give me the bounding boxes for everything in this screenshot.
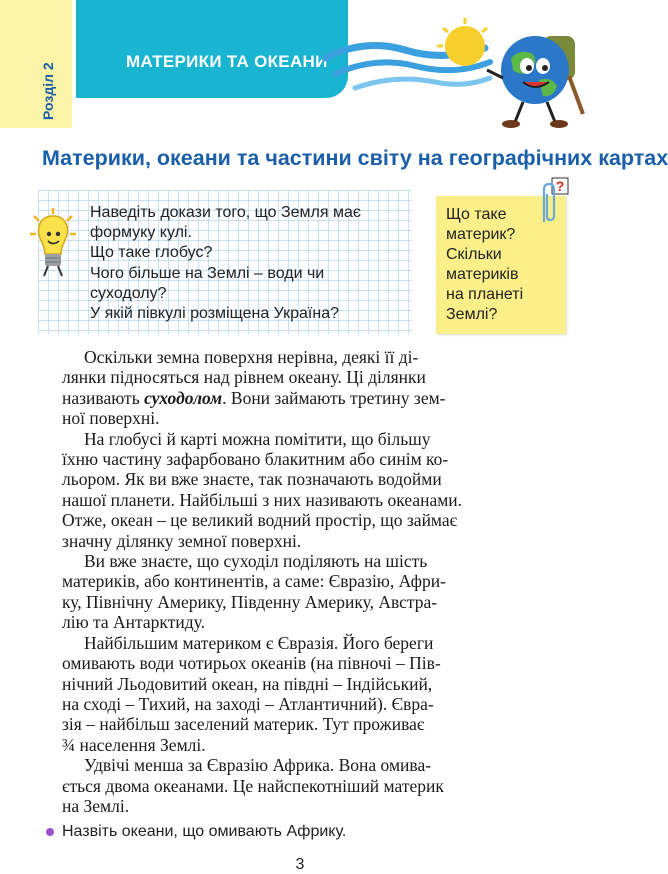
svg-text:?: ? (555, 178, 565, 194)
key-term: суходолом (144, 387, 223, 408)
section-label: Розділ 2 (40, 62, 56, 120)
sticky-line: Землі? (446, 306, 498, 323)
paperclip-question-icon (532, 178, 572, 224)
assignment-bullet (46, 823, 346, 841)
text-line: Удвічі менша за Євразію Африка. Вона омива- (84, 755, 432, 776)
text-line: нічний Льодовитий океан, на півдні – Індійський, (62, 673, 433, 694)
question-line: Чого більше на Землі – води чи (90, 264, 325, 282)
lightbulb-icon (30, 208, 76, 278)
text-line: Найбільшим материком є Євразія. Його береги (84, 632, 434, 653)
text-line: нашої планети. Найбільші з них називають океанами. (62, 489, 463, 510)
sticky-line: материк? (446, 226, 516, 243)
text-line: ¾ населення Землі. (62, 734, 206, 755)
section-tab (0, 0, 72, 128)
text-line: на Землі. (62, 795, 130, 816)
text-line: льором. Як ви вже знаєте, так позначають водойми (62, 469, 442, 490)
text-fragment: . Вони займають третину зем- (222, 387, 446, 408)
bullet-dot-icon (46, 828, 54, 836)
sticky-line: на планеті (446, 286, 524, 303)
lesson-heading: Материки, океани та частини світу на географічних картах (42, 146, 668, 170)
sticky-line: материків (446, 266, 519, 283)
body-text (62, 347, 572, 816)
text-line: лянки підносяться над рівнем океану. Ці ділянки (62, 367, 426, 388)
text-fragment: називають (62, 387, 145, 408)
text-line: на сході – Тихий, на заході – Атлантичний). Євра- (62, 693, 434, 714)
question-line: Наведіть докази того, що Земля має (90, 204, 362, 221)
text-line: зія – найбільш заселений материк. Тут проживає (62, 714, 425, 735)
text-line: На глобусі й карті можна помітити, що більшу (84, 428, 431, 449)
question-line: Що таке глобус? (90, 244, 213, 262)
text-line: омивають води чотирьох океанів (на півночі – Пів- (62, 653, 441, 674)
chapter-header-bar (76, 0, 348, 98)
sticky-line: Що таке (446, 206, 507, 223)
text-line (62, 388, 572, 408)
questions-list (90, 203, 415, 324)
text-line: Ви вже знаєте, що суходіл поділяють на шість (84, 551, 428, 572)
text-line: ку, Північну Америку, Південну Америку, Австра- (62, 591, 438, 612)
text-line: лію та Антарктиду. (62, 612, 205, 633)
sticky-line: Скільки (446, 246, 502, 263)
text-line: Отже, океан – це великий водний простір, що займає (62, 510, 458, 531)
question-line: суходолу? (90, 284, 167, 302)
text-line: ної поверхні. (62, 408, 160, 429)
globe-mascot-icon (325, 18, 600, 128)
text-line: материків, або континентів, а саме: Євразію, Афри- (62, 571, 446, 592)
text-line: Оскільки земна поверхня нерівна, деякі її ді- (84, 347, 419, 367)
text-line: значну ділянку земної поверхні. (62, 530, 302, 551)
text-line: їхню частину зафарбовано блакитним або синім ко- (62, 449, 449, 470)
question-line: формуку кулі. (90, 224, 192, 242)
assignment-text: Назвіть океани, що омивають Африку. (62, 823, 347, 840)
page-number: 3 (295, 856, 305, 873)
chapter-title: МАТЕРИКИ ТА ОКЕАНИ (126, 52, 328, 71)
question-line: У якій півкулі розміщена Україна? (90, 305, 339, 323)
text-line: ється двома океанами. Це найспекотніший материк (62, 775, 444, 796)
